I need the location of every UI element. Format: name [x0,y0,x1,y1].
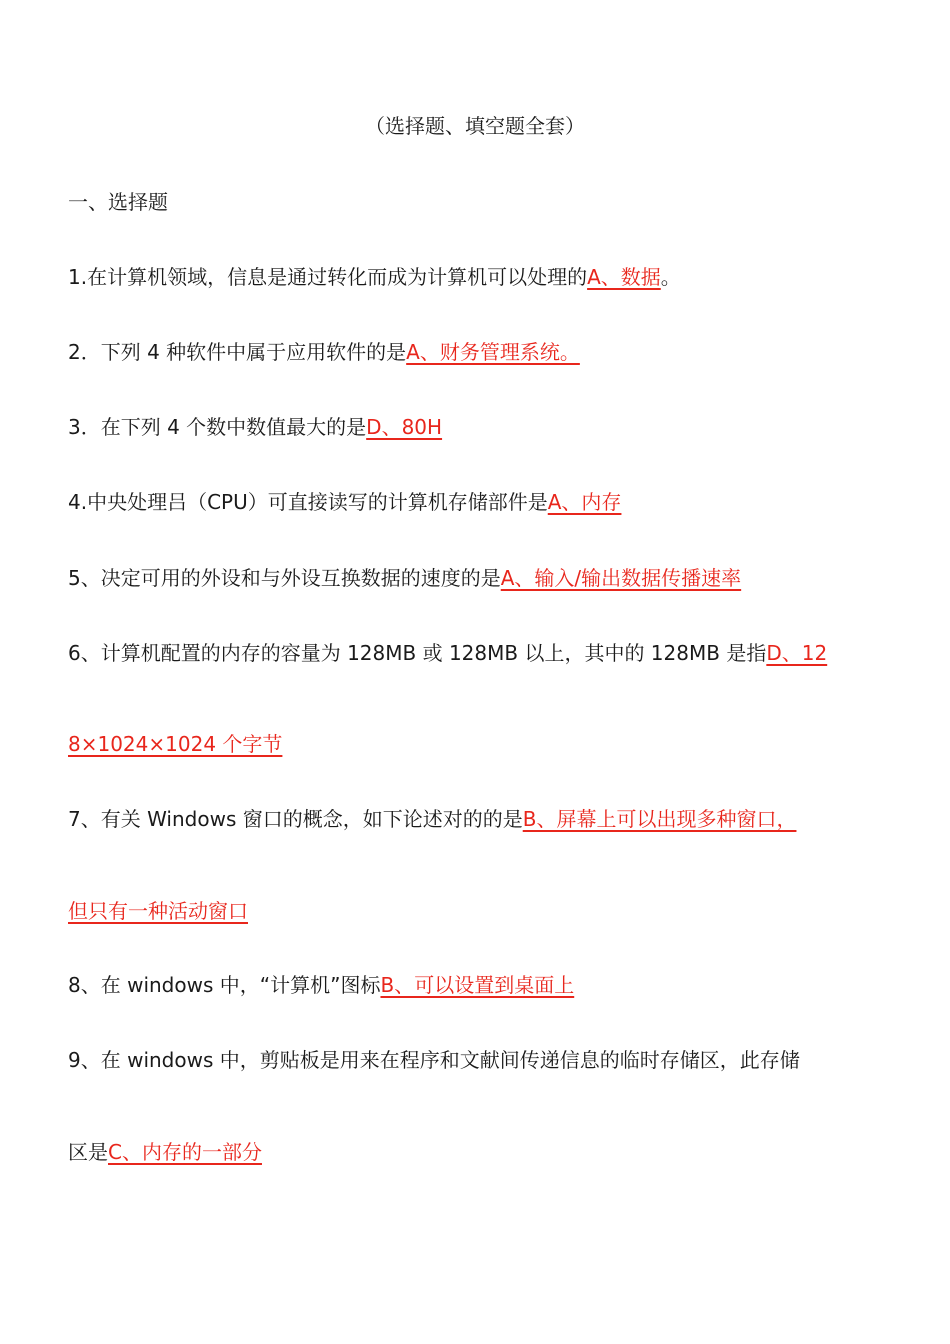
question-9-continuation [68,1138,888,1166]
answer: A、内存 [547,490,622,514]
question-2 [68,338,888,366]
question-text-continued: 区是 [68,1140,108,1164]
question-7-continuation [68,897,888,925]
question-4 [68,488,888,516]
question-1 [68,263,888,291]
question-text: 6、计算机配置的内存的容量为 128MB 或 128MB 以上，其中的 128MB 是指 [68,641,767,665]
section-heading: 一、选择题 [68,190,168,214]
answer-part-2: 8×1024×1024 个字节 [68,732,283,756]
question-3 [68,413,888,441]
question-text: 9、在 windows 中，剪贴板是用来在程序和文献间传递信息的临时存储区，此存储 [68,1048,800,1072]
question-5 [68,564,888,592]
answer: A、财务管理系统。 [406,340,580,364]
question-9 [68,1046,888,1074]
question-8 [68,971,888,999]
answer-part-1: B、屏幕上可以出现多种窗口， [522,807,797,831]
question-text: 2．下列 4 种软件中属于应用软件的是 [68,340,407,364]
question-6 [68,639,888,667]
answer: B、可以设置到桌面上 [380,973,575,997]
answer: C、内存的一部分 [108,1140,262,1164]
question-6-continuation [68,730,888,758]
answer-part-2: 但只有一种活动窗口 [68,899,248,923]
answer: A、输入/输出数据传播速率 [500,566,742,590]
question-text: 7、有关 Windows 窗口的概念，如下论述对的的是 [68,807,523,831]
answer: D、80H [366,415,443,439]
answer-part-1: D、12 [766,641,828,665]
question-text: 5、决定可用的外设和与外设互换数据的速度的是 [68,566,501,590]
document-title: （选择题、填空题全套） [365,114,585,138]
question-text: 4.中央处理吕（CPU）可直接读写的计算机存储部件是 [68,490,548,514]
question-text: 8、在 windows 中，“计算机”图标 [68,973,381,997]
question-7 [68,805,888,833]
question-suffix: 。 [660,265,681,289]
question-text: 3．在下列 4 个数中数值最大的是 [68,415,367,439]
answer: A、数据 [587,265,661,289]
question-text: 1.在计算机领域，信息是通过转化而成为计算机可以处理的 [68,265,588,289]
